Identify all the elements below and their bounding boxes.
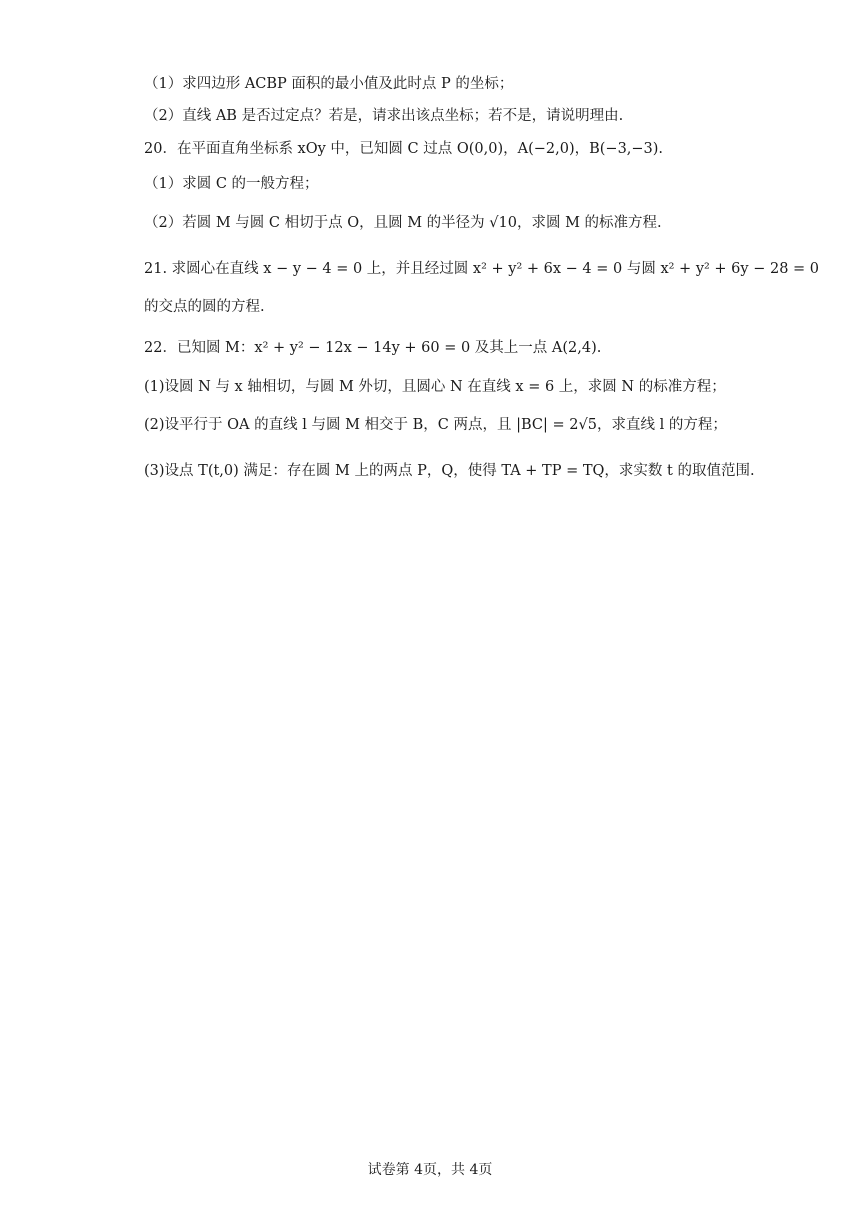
question-20-part-1: （1）求圆 C 的一般方程；	[144, 176, 319, 192]
question-19-part-1: （1）求四边形 ACBP 面积的最小值及此时点 P 的坐标；	[144, 76, 514, 92]
question-22-part-3: (3)设点 T(t,0) 满足：存在圆 M 上的两点 P，Q，使得 TA + TP = TQ，求实数 t 的取值范围.	[144, 463, 755, 479]
question-22-stem: 22．已知圆 M：x² + y² − 12x − 14y + 60 = 0 及其上一点 A(2,4).	[144, 340, 602, 356]
page-footer: 试卷第 4页，共 4页	[367, 1162, 493, 1178]
question-22-part-1: (1)设圆 N 与 x 轴相切，与圆 M 外切，且圆心 N 在直线 x = 6 上，求圆 N 的标准方程；	[144, 379, 726, 395]
question-21-stem: 21. 求圆心在直线 x − y − 4 = 0 上，并且经过圆 x² + y² + 6x − 4 = 0 与圆 x² + y² + 6y − 28 = 0	[144, 261, 820, 277]
question-19-part-2: （2）直线 AB 是否过定点？若是，请求出该点坐标；若不是，请说明理由.	[144, 108, 624, 124]
question-22-part-2: (2)设平行于 OA 的直线 l 与圆 M 相交于 B，C 两点，且 |BC| = 2√5，求直线 l 的方程；	[144, 417, 727, 433]
question-20-stem: 20．在平面直角坐标系 xOy 中，已知圆 C 过点 O(0,0)，A(−2,0)，B(−3,−3).	[144, 141, 664, 157]
question-21-stem-continued: 的交点的圆的方程.	[144, 299, 265, 315]
question-20-part-2: （2）若圆 M 与圆 C 相切于点 O，且圆 M 的半径为 √10，求圆 M 的标准方程.	[144, 215, 662, 231]
